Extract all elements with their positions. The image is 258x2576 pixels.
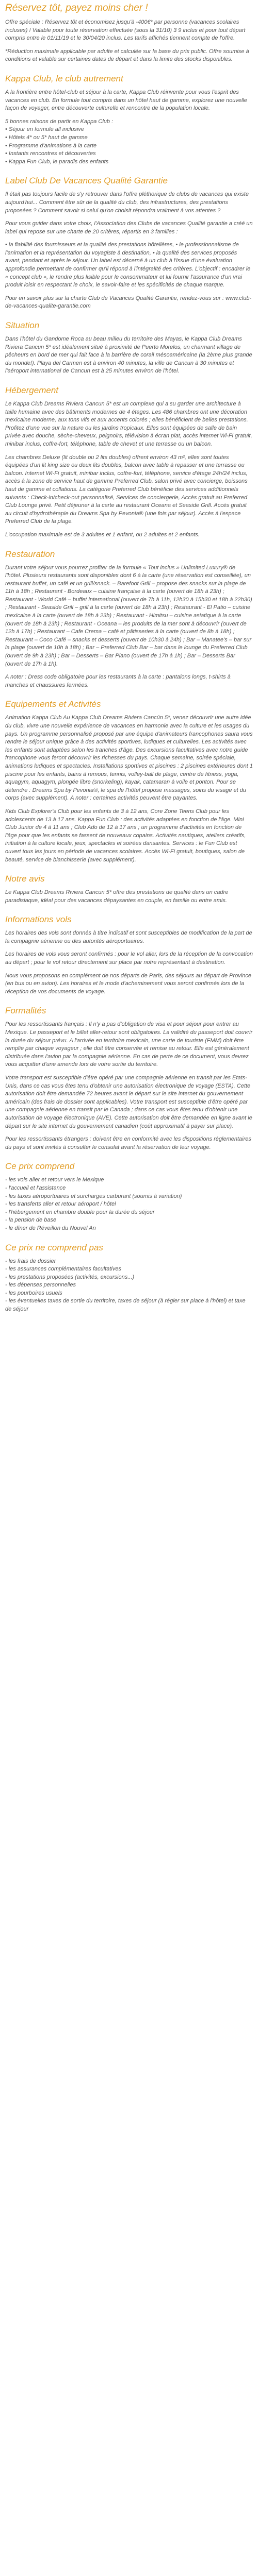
label-paragraph-3: • la fiabilité des fournisseurs et la qualité des prestations hôtelières, • le professionnalisme de l'animation et la représentation du voyagiste à destination, • la qualité des services proposés avant, pendant et après le séjour. Un label est décerné à un club à l'issue d'une évaluation approfondie permettant de confirmer qu'il répond à l'intégralité des critères. L'objectif : encadrer le « concept club », le rendre plus lisible pour le consommateur et lui fournir l'assurance d'un vrai produit loisir en respectant le choix, le savoir-faire et les spécificités de chaque marque.: [5, 242, 251, 289]
formalities-section: [5, 1005, 253, 1151]
includes-item: - la pension de base: [5, 1217, 57, 1224]
formalities-title: Formalités: [5, 1006, 46, 1016]
club-reason-item: • Instants rencontres et découvertes: [5, 150, 96, 157]
includes-section: [5, 1161, 253, 1232]
offer-paragraph-2: *Réduction maximale applicable par adulte et calculée sur la base du prix public. Offre soumise à conditions et valable sur certaines dates de départ et dans la limite des stocks disponibles.: [5, 48, 249, 63]
equipment-title: Equipements et Activités: [5, 699, 101, 709]
club-reason-item: • Séjour en formule all inclusive: [5, 126, 85, 133]
offer-section: [5, 0, 253, 64]
footer-spacer: [5, 1319, 253, 1329]
excludes-item: - les dépenses personnelles: [5, 1282, 76, 1289]
club-reasons-list: [5, 126, 253, 166]
flight-info-title: Informations vols: [5, 914, 72, 925]
excludes-section: [5, 1242, 253, 1314]
club-reason-item: • Hôtels 4* ou 5* haut de gamme: [5, 134, 88, 141]
lodging-paragraph-3: L'occupation maximale est de 3 adultes et 1 enfant, ou 2 adultes et 2 enfants.: [5, 531, 200, 538]
lodging-paragraph-2: Les chambres Deluxe (lit double ou 2 lits doubles) offrent environ 43 m², elles sont toutes équipées d'un lit king size ou deux lits doubles, balcon avec table à repasser et une terrasse ou balcon. Internet Wi-Fi gratuit, minibar inclus, coffre-fort, téléphone, service d'étage 24h/24 inclus, accès à la zone de service haut de gamme Preferred Club, salon privé avec concierge, boissons haut de gamme et collations. La catégorie Preferred Club bénéficie des services additionnels suivants : Check-in/check-out personnalisé, Services de conciergerie, Accès gratuit au Preferred Club Lounge privé. Petit déjeuner à la carte au restaurant Oceana et Seaside Grill. Accès gratuit au circuit d'hydrothérapie du Dreams Spa by Pevonia® (une fois par séjour). Accès à l'espace Preferred Club de la plage.: [5, 454, 248, 525]
restaurant-paragraph-1: Durant votre séjour vous pourrez profiter de la formule « Tout inclus » Unlimited Luxury® de l'hôtel. Plusieurs restaurants sont disponibles dont 6 à la carte (une réservation est conseillée), un restaurant buffet, un café et un grill/snack. – Barefoot Grill – propose des snacks sur la plage de 11h à 18h ; Restaurant - Bordeaux – cuisine française à la carte (ouvert de 18h à 23h) ; Restaurant - World Café – buffet international (ouvert de 7h à 11h, 12h30 à 15h30 et 18h à 22h30) ; Restaurant - Seaside Grill – grill à la carte (ouvert de 18h à 23h) ; Restaurant - El Patio – cuisine mexicaine à la carte (ouvert de 18h à 23h) ; Restaurant - Himitsu – cuisine asiatique à la carte (ouvert de 18h à 23h) ; Restaurant - Oceana – les produits de la mer sont à découvrir (ouvert de 12h à 17h) ; Restaurant – Cafe Crema – café et pâtisseries à la carte (ouvert de 8h à 18h) ; Restaurant – Coco Café – snacks et desserts (ouvert de 10h30 à 24h) ; Bar – Manatee's – bar sur la plage (ouvert de 10h à 18h) ; Bar – Preferred Club Bar – bar dans le lounge du Preferred Club (ouvert de 9h à 23h) ; Bar – Desserts – Bar Piano (ouvert de 17h à 1h) ; Bar – Desserts Bar (ouvert de 17h à 1h).: [5, 564, 252, 667]
situation-section: [5, 320, 253, 376]
includes-item: - l'hébergement en chambre double pour la durée du séjour: [5, 1209, 155, 1215]
club-reason-item: • Kappa Fun Club, le paradis des enfants: [5, 158, 109, 165]
equipment-section: [5, 699, 253, 864]
note-title: Notre avis: [5, 874, 45, 884]
lodging-title: Hébergement: [5, 385, 59, 395]
excludes-item: - les éventuelles taxes de sortie du territoire, taxes de séjour (à régler sur place à l'hôtel) et taxe de séjour: [5, 1298, 246, 1313]
flight-info-paragraph-1: Les horaires des vols sont donnés à titre indicatif et sont susceptibles de modification de la part de la compagnie aérienne ou des autorités aéroportuaires.: [5, 930, 252, 944]
offer-paragraph-1: Offre spéciale : Réservez tôt et économisez jusqu'à -400€* par personne (vacances scolaires incluses) ! Valable pour toute réservation effectuée (sous la 31/10) 3 9 inclus et pour tout départ compris entre le 01/11/19 et le 30/04/20 inclus. Les tarifs affichés tiennent compte de l'offre.: [5, 19, 246, 42]
club-paragraph-1: A la frontière entre hôtel-club et séjour à la carte, Kappa Club réinvente pour vous l'esprit des vacances en club. En formule tout compris dans un hôtel haut de gamme, explorez une nouvelle façon de voyager, entre découverte culturelle et rencontre de la population locale.: [5, 89, 247, 112]
formalities-paragraph-3: Pour les ressortissants étrangers : doivent être en conformité avec les dispositions réglementaires du pays et sont invités à consulter le consulat avant la réservation de leur voyage.: [5, 1136, 251, 1150]
equipment-paragraph-1: Animation Kappa Club Au Kappa Club Dreams Riviera Cancún 5*, venez découvrir une autre idée du club, vivre une nouvelle expérience de vacances en harmonie avec la culture et les usages du pays. Un programme personnalisé proposé par une équipe d'animateurs francophones saura vous rendre le séjour unique grâce à des activités sportives, ludiques et culturelles. Les activités avec les enfants sont adaptées selon les tranches d'âge. Des excursions facultatives avec notre guide francophone vous feront découvrir les richesses du pays. Chaque semaine, soirée spéciale, animations ludiques et spectacles. Installations sportives et piscines : 2 piscines extérieures dont 1 piscine pour les enfants, bains à remous, tennis, volley-ball de plage, centre de fitness, yoga, aquagym, aquagym, plongée libre (snorkeling), kayak, catamaran à voile et ponton. Pour se détendre : Dreams Spa by Pevonia®, le spa de l'hôtel propose massages, soins du visage et du corps (avec supplément). A noter : certaines activités peuvent être payantes.: [5, 715, 253, 802]
excludes-title: Ce prix ne comprend pas: [5, 1242, 103, 1252]
excludes-item: - les pourboires usuels: [5, 1290, 62, 1296]
label-title: Label Club De Vacances Qualité Garantie: [5, 176, 168, 186]
flight-info-section: [5, 914, 253, 996]
equipment-paragraph-2: Kids Club Explorer's Club pour les enfants de 3 à 12 ans, Core Zone Teens Club pour les adolescents de 13 à 17 ans. Kappa Fun Club : des activités adaptées en fonction de l'âge. Mini Club Junior de 4 à 11 ans ; Club Ado de 12 à 17 ans ; un programme d'activités en fonction de l'âge pour que les enfants se fassent de nouveaux copains. Activités nautiques, ateliers créatifs, initiation à la culture locale, jeux, spectacles et soirées dansantes. Services : le Fun Club est ouvert tous les jours en période de vacances scolaires. Accès Wi-Fi gratuit, boutiques, salon de beauté, service de blanchisserie (avec supplément).: [5, 808, 246, 863]
excludes-item: - les assurances complémentaires facultatives: [5, 1266, 121, 1273]
club-list-intro: 5 bonnes raisons de partir en Kappa Club :: [5, 118, 114, 125]
flight-info-paragraph-3: Nous vous proposons en complément de nos départs de Paris, des séjours au départ de Province (en bus ou en avion). Les horaires et le mode d'acheminement vous seront confirmés lors de la réception de vos documents de voyage.: [5, 972, 251, 995]
restaurant-title: Restauration: [5, 549, 55, 559]
excludes-item: - les frais de dossier: [5, 1258, 56, 1264]
flight-info-paragraph-2: Les horaires de vols vous seront confirmés : pour le vol aller, lors de la réception de la convocation au départ ; pour le vol retour directement sur place par notre représentant à destination.: [5, 951, 253, 966]
lodging-paragraph-1: Le Kappa Club Dreams Riviera Cancun 5* est un complexe qui a su garder une architecture à taille humaine avec des bâtiments modernes de 4 étages. Les 486 chambres ont une décoration mexicaine moderne, aux tons vifs et aux accents colorés ; elles bénéficient de belles prestations. Profitez d'une vue sur la nature ou les jardins tropicaux. Elles sont équipées de salle de bain privée avec douche, sèche-cheveux, peignoirs, télévision à écran plat, accès internet Wi-Fi gratuit, minibar inclus, coffre-fort, téléphone, table de chevet et une terrasse ou un balcon.: [5, 401, 252, 447]
excludes-item: - les prestations proposées (activités, excursions...): [5, 1274, 135, 1280]
includes-item: - les transferts aller et retour aéroport / hôtel: [5, 1201, 116, 1208]
note-section: [5, 873, 253, 905]
restaurant-section: [5, 549, 253, 690]
label-paragraph-1: Il était pas toujours facile de s'y retrouver dans l'offre pléthorique de clubs de vacances qui existe aujourd'hui... Comment être sûr de la qualité du club, des infrastructures, des prestations proposées ? Comment savoir si celui qu'on choisit répondra vraiment à vos attentes ?: [5, 191, 249, 214]
includes-item: - les vols aller et retour vers le Mexique: [5, 1177, 104, 1183]
lodging-section: [5, 385, 253, 539]
includes-list: [5, 1176, 253, 1232]
includes-item: - les taxes aéroportuaires et surcharges carburant (soumis à variation): [5, 1193, 182, 1199]
formalities-paragraph-1: Pour les ressortissants français : Il n'y a pas d'obligation de visa et pour séjour pour entrer au Mexique. Le passeport et le billet aller-retour sont obligatoires. La validité du passeport doit couvrir la durée du séjour prévu. A l'arrivée en territoire mexicain, une carte de touriste (FMM) doit être remplie par chaque voyageur ; elle doit être conservée et remise au retour. Elle est généralement distribuée dans l'avion par la compagnie aérienne. En cas de perte de ce document, vous devrez vous acquitter d'une amende lors de votre sortie du territoire.: [5, 1021, 253, 1068]
offer-title: Réservez tôt, payez moins cher !: [5, 3, 148, 13]
situation-paragraph: Dans l'hôtel du Gandome Roca au beau milieu du territoire des Mayas, le Kappa Club Dreams Riviera Cancun 5* est idéalement situé à proximité de Puerto Morelos, un charmant village de pêcheurs en bord de mer qui fait face à la barrière de corail mésoaméricaine (la 2ème plus grande du monde!). Playa del Carmen est à environ 40 minutes, la ville de Cancun à 30 minutes et l'aéroport international de Cancun est à 25 minutes environ de l'hôtel.: [5, 336, 252, 375]
club-reason-item: • Programme d'animations à la carte: [5, 142, 97, 149]
excludes-list: [5, 1258, 253, 1314]
label-paragraph-4: Pour en savoir plus sur la charte Club de Vacances Qualité Garantie, rendez-vous sur : www.club-de-vacances-qualite-garantie.com: [5, 295, 252, 310]
club-title: Kappa Club, le club autrement: [5, 73, 123, 83]
restaurant-paragraph-2: A noter : Dress code obligatoire pour les restaurants à la carte : pantalons longs, t-shirts à manches et chaussures fermées.: [5, 674, 231, 688]
club-section: [5, 73, 253, 166]
label-paragraph-2: Pour vous guider dans votre choix, l'Association des Clubs de vacances Qualité garantie a créé un label qui repose sur une charte de 20 critères, répartis en 3 familles :: [5, 221, 253, 235]
includes-title: Ce prix comprend: [5, 1161, 75, 1172]
formalities-paragraph-2: Votre transport est susceptible d'être opéré par une compagnie aérienne en transit par les Etats-Unis, dans ce cas vous êtes tenu d'obtenir une autorisation électronique de voyage (ESTA). Cette autorisation doit être demandée 72 heures avant le départ sur le site internet du gouvernement américain (des frais de dossier sont applicables). Votre transport est susceptible d'être opéré par une compagnie aérienne en transit par le Canada ; dans ce cas vous êtes tenu d'obtenir une autorisation de voyage électronique (AVE). Cette autorisation doit être demandée en ligne avant le départ sur le site internet du gouvernement canadien (coût approximatif à payer sur place).: [5, 1075, 252, 1129]
note-paragraph: Le Kappa Club Dreams Riviera Cancun 5* offre des prestations de qualité dans un cadre paradisiaque, idéal pour des vacances dépaysantes en couple, en famille ou entre amis.: [5, 889, 229, 904]
label-section: [5, 175, 253, 311]
includes-item: - l'accueil et l'assistance: [5, 1184, 66, 1191]
includes-item: - le dîner de Réveillon du Nouvel An: [5, 1225, 96, 1231]
situation-title: Situation: [5, 320, 40, 331]
